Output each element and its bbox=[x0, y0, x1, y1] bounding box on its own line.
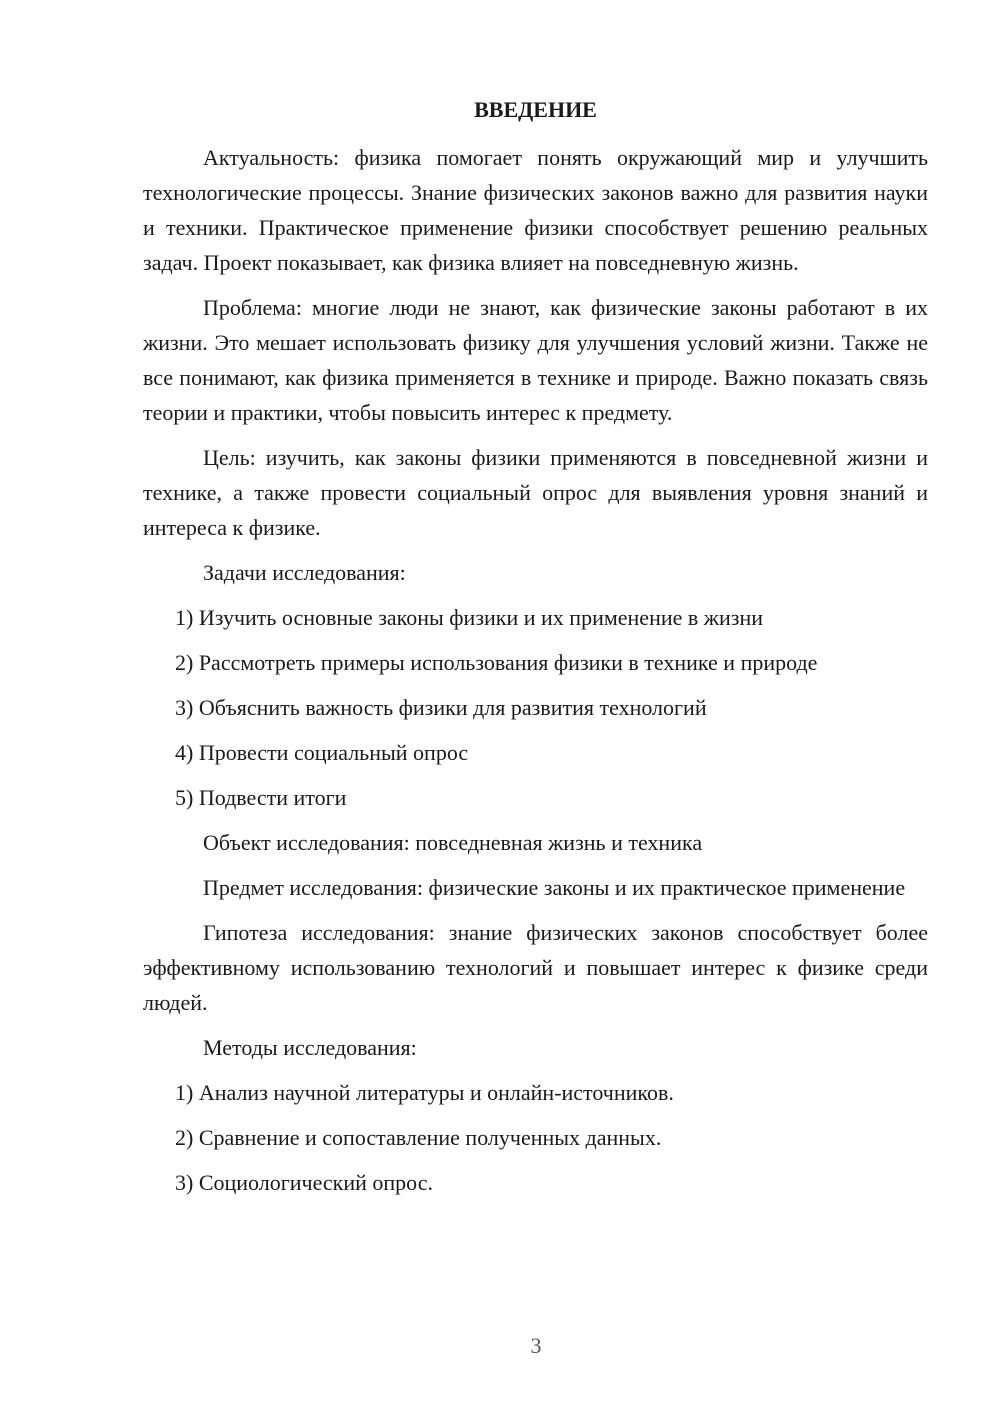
task-item: 1) Изучить основные законы физики и их применение в жизни bbox=[175, 605, 763, 630]
subject-paragraph: Предмет исследования: физические законы и их практическое применение bbox=[203, 875, 906, 900]
tasks-list bbox=[143, 600, 928, 815]
task-item: 5) Подвести итоги bbox=[175, 785, 347, 810]
task-item: 2) Рассмотреть примеры использования физики в технике и природе bbox=[175, 650, 818, 675]
method-item: 3) Социологический опрос. bbox=[175, 1170, 433, 1195]
object-paragraph: Объект исследования: повседневная жизнь и техника bbox=[203, 830, 703, 855]
method-item: 1) Анализ научной литературы и онлайн-источников. bbox=[175, 1080, 674, 1105]
task-item: 4) Провести социальный опрос bbox=[175, 740, 469, 765]
page-number: 3 bbox=[530, 1333, 542, 1358]
page-title: ВВЕДЕНИЕ bbox=[474, 97, 597, 122]
hypothesis-paragraph: Гипотеза исследования: знание физических законов способствует более эффективному использованию технологий и повышает интерес к физике среди людей. bbox=[143, 920, 928, 1015]
methods-heading: Методы исследования: bbox=[203, 1035, 417, 1060]
tasks-heading: Задачи исследования: bbox=[203, 560, 406, 585]
document-body bbox=[143, 95, 928, 1210]
method-item: 2) Сравнение и сопоставление полученных данных. bbox=[175, 1125, 662, 1150]
task-item: 3) Объяснить важность физики для развития технологий bbox=[175, 695, 707, 720]
relevance-paragraph: Актуальность: физика помогает понять окружающий мир и улучшить технологические процессы. Знание физических законов важно для развития науки и техники. Практическое применение физики способствует решению реальных задач. Проект показывает, как физика влияет на повседневную жизнь. bbox=[143, 145, 928, 275]
methods-list bbox=[143, 1075, 928, 1200]
problem-paragraph: Проблема: многие люди не знают, как физические законы работают в их жизни. Это мешает использовать физику для улучшения условий жизни. Также не все понимают, как физика применяется в технике и природе. Важно показать связь теории и практики, чтобы повысить интерес к предмету. bbox=[143, 295, 928, 425]
goal-paragraph: Цель: изучить, как законы физики применяются в повседневной жизни и технике, а также провести социальный опрос для выявления уровня знаний и интереса к физике. bbox=[143, 445, 928, 540]
